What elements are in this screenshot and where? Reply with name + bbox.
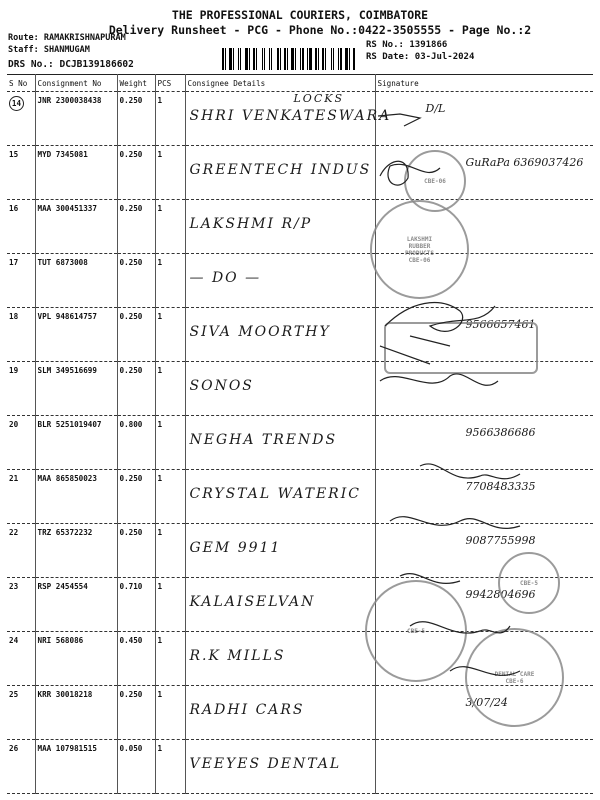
row-sno: 26 (7, 740, 35, 794)
row-consignee (185, 632, 375, 686)
row-pcs: 1 (155, 632, 185, 686)
drs-value: DCJB139186602 (59, 59, 134, 70)
consignee-handwriting: GREENTECH INDUS (189, 162, 372, 178)
consignee-handwriting: SHRI VENKATESWARA (189, 108, 392, 124)
row-weight: 0.250 (117, 362, 155, 416)
row-sno: 19 (7, 362, 35, 416)
consignee-handwriting: VEEYES DENTAL (189, 756, 342, 772)
row-weight: 0.250 (117, 146, 155, 200)
row-weight: 0.250 (117, 92, 155, 146)
row-pcs: 1 (155, 146, 185, 200)
row-pcs: 1 (155, 686, 185, 740)
row-consignment-no: SLM 349516699 (35, 362, 117, 416)
row-consignee (185, 686, 375, 740)
staff-value: SHANMUGAM (43, 45, 90, 55)
consignee-handwriting: NEGHA TRENDS (189, 432, 338, 448)
row-consignment-no: KRR 30018218 (35, 686, 117, 740)
row-weight: 0.250 (117, 308, 155, 362)
barcode (222, 48, 362, 70)
route-value: RAMAKRISHNAPURAM (43, 33, 126, 43)
stamp-text: LAKSHMI RUBBER PRODUCTS CBE-06 (405, 235, 434, 264)
row-consignee (185, 578, 375, 632)
row-consignee (185, 416, 375, 470)
staff-line (8, 45, 90, 55)
row-sno: 23 (7, 578, 35, 632)
rs-no-line (366, 40, 447, 50)
rs-no-value: 1391866 (409, 40, 448, 50)
consignee-handwriting: RADHI CARS (189, 702, 305, 718)
row-sno (7, 92, 35, 146)
col-consignment: Consignment No (35, 75, 117, 92)
drs-label: DRS No.: (8, 59, 54, 70)
row-pcs: 1 (155, 416, 185, 470)
document-subtitle: Delivery Runsheet - PCG - Phone No.:0422-3505555 - Page No.:2 (108, 23, 532, 37)
row-pcs: 1 (155, 524, 185, 578)
route-label: Route: (8, 33, 39, 43)
row-weight: 0.800 (117, 416, 155, 470)
row-sno: 24 (7, 632, 35, 686)
consignee-handwriting: KALAISELVAN (189, 594, 316, 610)
col-sno: S No (7, 75, 35, 92)
row-sno: 17 (7, 254, 35, 308)
row-pcs: 1 (155, 362, 185, 416)
consignee-extra-handwriting: LOCKS (293, 92, 344, 105)
row-weight: 0.250 (117, 254, 155, 308)
row-weight: 0.450 (117, 632, 155, 686)
rs-date-label: RS Date: (366, 52, 410, 62)
signature-handwriting: 9087755998 (465, 534, 536, 547)
rs-date-value: 03-Jul-2024 (414, 52, 475, 62)
row-sno: 20 (7, 416, 35, 470)
consignee-handwriting: — DO — (189, 270, 262, 286)
row-pcs: 1 (155, 254, 185, 308)
rs-no-label: RS No.: (366, 40, 404, 50)
row-consignee (185, 146, 375, 200)
staff-label: Staff: (8, 45, 39, 55)
row-pcs: 1 (155, 578, 185, 632)
row-sno: 16 (7, 200, 35, 254)
table-row (7, 740, 593, 794)
row-consignment-no: BLR 5251019407 (35, 416, 117, 470)
row-weight: 0.250 (117, 686, 155, 740)
row-pcs: 1 (155, 200, 185, 254)
row-consignment-no: RSP 2454554 (35, 578, 117, 632)
row-consignment-no: VPL 948614757 (35, 308, 117, 362)
row-consignee (185, 200, 375, 254)
sasikumar-stamp: CBE-5 (365, 580, 467, 682)
row-consignee (185, 524, 375, 578)
row-consignment-no: MYD 7345081 (35, 146, 117, 200)
row-pcs: 1 (155, 308, 185, 362)
row-sno: 18 (7, 308, 35, 362)
signature-handwriting: 7708483335 (465, 480, 536, 493)
route-line (8, 33, 126, 43)
row-weight: 0.710 (117, 578, 155, 632)
row-consignment-no: MAA 107981515 (35, 740, 117, 794)
cbe06-stamp: CBE-06 (404, 150, 466, 212)
row-consignee (185, 308, 375, 362)
row-consignment-no: MAA 300451337 (35, 200, 117, 254)
row-sno: 15 (7, 146, 35, 200)
row-pcs: 1 (155, 92, 185, 146)
consignee-handwriting: R.K MILLS (189, 648, 286, 664)
row-consignment-no: NRI 568086 (35, 632, 117, 686)
row-pcs: 1 (155, 740, 185, 794)
row-sno: 22 (7, 524, 35, 578)
row-consignee (185, 92, 392, 146)
col-consignee: Consignee Details (185, 75, 375, 92)
row-consignment-no: MAA 865850023 (35, 470, 117, 524)
col-pcs: PCS (155, 75, 185, 92)
signature-handwriting: 9942804696 (465, 588, 536, 601)
row-weight: 0.250 (117, 470, 155, 524)
row-consignment-no: TUT 6873008 (35, 254, 117, 308)
signature-handwriting: D/L (425, 102, 446, 115)
consignee-handwriting: GEM 9911 (189, 540, 282, 556)
row-consignment-no: TRZ 65372232 (35, 524, 117, 578)
document-title: THE PROFESSIONAL COURIERS, COIMBATORE (171, 8, 429, 22)
signature-handwriting: 9566386686 (465, 426, 536, 439)
consignee-handwriting: CRYSTAL WATERIC (189, 486, 361, 502)
row-consignment-no: JNR 2300038438 (35, 92, 117, 146)
row-consignee (185, 254, 375, 308)
row-weight: 0.250 (117, 200, 155, 254)
signature-handwriting: 3/07/24 (465, 696, 508, 709)
row-sno: 25 (7, 686, 35, 740)
row-consignee (185, 740, 375, 794)
consignee-handwriting: SONOS (189, 378, 254, 394)
rs-date-line (366, 52, 474, 62)
consignee-handwriting: LAKSHMI R/P (189, 216, 313, 232)
drs-line (8, 59, 134, 70)
cbe5-stamp: CBE-5 (498, 552, 560, 614)
row-consignee (185, 362, 375, 416)
signature-handwriting: 9566657461 (465, 318, 536, 331)
row-pcs: 1 (155, 470, 185, 524)
dental-care-stamp: DENTAL CARE CBE-6 (465, 628, 564, 727)
table-header-row (7, 75, 593, 92)
col-signature: Signature (375, 75, 593, 92)
row-weight: 0.250 (117, 524, 155, 578)
row-sno: 21 (7, 470, 35, 524)
signature-handwriting: GuRaPa 6369037426 (465, 156, 584, 169)
circled-sno: 14 (9, 96, 24, 111)
row-consignee (185, 470, 375, 524)
col-weight: Weight (117, 75, 155, 92)
consignee-handwriting: SIVA MOORTHY (189, 324, 331, 340)
signature-scribbles (370, 96, 590, 716)
row-weight: 0.050 (117, 740, 155, 794)
row-signature (375, 740, 593, 794)
